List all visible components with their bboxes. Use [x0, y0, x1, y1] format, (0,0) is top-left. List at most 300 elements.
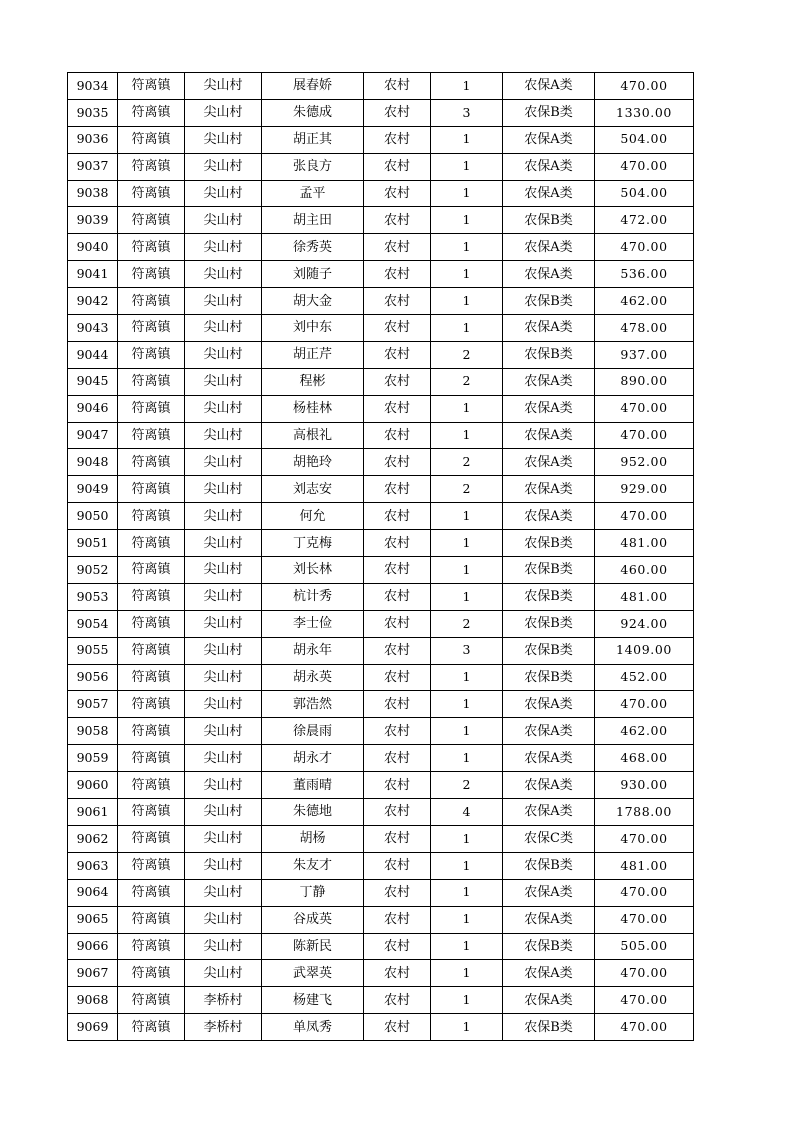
table-row	[68, 395, 694, 422]
town-name-cell: 符离镇	[118, 933, 185, 960]
table-row	[68, 664, 694, 691]
table-row	[68, 180, 694, 207]
record-id-cell: 9056	[68, 664, 118, 691]
person-name-cell: 徐秀英	[262, 234, 364, 261]
record-id-cell: 9065	[68, 906, 118, 933]
village-name-cell: 尖山村	[185, 503, 262, 530]
person-name-cell: 胡大金	[262, 288, 364, 315]
household-type-cell: 农村	[364, 234, 431, 261]
amount-cell: 930.00	[595, 772, 694, 799]
records-sheet	[67, 72, 694, 1041]
person-name-cell: 郭浩然	[262, 691, 364, 718]
member-count-cell: 1	[431, 180, 503, 207]
village-name-cell: 尖山村	[185, 718, 262, 745]
person-name-cell: 杨桂林	[262, 395, 364, 422]
member-count-cell: 2	[431, 476, 503, 503]
record-id-cell: 9045	[68, 368, 118, 395]
village-name-cell: 尖山村	[185, 664, 262, 691]
insurance-category-cell: 农保B类	[503, 341, 595, 368]
member-count-cell: 1	[431, 315, 503, 342]
person-name-cell: 展春娇	[262, 73, 364, 100]
amount-cell: 452.00	[595, 664, 694, 691]
insurance-category-cell: 农保A类	[503, 395, 595, 422]
household-type-cell: 农村	[364, 315, 431, 342]
person-name-cell: 胡正芹	[262, 341, 364, 368]
record-id-cell: 9062	[68, 825, 118, 852]
village-name-cell: 尖山村	[185, 449, 262, 476]
table-row	[68, 503, 694, 530]
household-type-cell: 农村	[364, 449, 431, 476]
table-row	[68, 153, 694, 180]
village-name-cell: 尖山村	[185, 261, 262, 288]
person-name-cell: 孟平	[262, 180, 364, 207]
record-id-cell: 9055	[68, 637, 118, 664]
record-id-cell: 9060	[68, 772, 118, 799]
table-row	[68, 906, 694, 933]
household-type-cell: 农村	[364, 207, 431, 234]
household-type-cell: 农村	[364, 583, 431, 610]
amount-cell: 504.00	[595, 180, 694, 207]
insurance-category-cell: 农保A类	[503, 261, 595, 288]
table-row	[68, 637, 694, 664]
record-id-cell: 9034	[68, 73, 118, 100]
amount-cell: 470.00	[595, 906, 694, 933]
record-id-cell: 9054	[68, 610, 118, 637]
insurance-category-cell: 农保B类	[503, 557, 595, 584]
insurance-category-cell: 农保A类	[503, 772, 595, 799]
village-name-cell: 尖山村	[185, 879, 262, 906]
member-count-cell: 1	[431, 153, 503, 180]
town-name-cell: 符离镇	[118, 422, 185, 449]
table-row	[68, 852, 694, 879]
insurance-category-cell: 农保A类	[503, 745, 595, 772]
household-type-cell: 农村	[364, 261, 431, 288]
record-id-cell: 9059	[68, 745, 118, 772]
person-name-cell: 何允	[262, 503, 364, 530]
member-count-cell: 1	[431, 745, 503, 772]
village-name-cell: 尖山村	[185, 126, 262, 153]
table-row	[68, 261, 694, 288]
amount-cell: 929.00	[595, 476, 694, 503]
amount-cell: 890.00	[595, 368, 694, 395]
town-name-cell: 符离镇	[118, 261, 185, 288]
amount-cell: 536.00	[595, 261, 694, 288]
table-row	[68, 745, 694, 772]
person-name-cell: 徐晨雨	[262, 718, 364, 745]
member-count-cell: 1	[431, 288, 503, 315]
village-name-cell: 尖山村	[185, 852, 262, 879]
table-row	[68, 449, 694, 476]
person-name-cell: 胡永年	[262, 637, 364, 664]
person-name-cell: 武翠英	[262, 960, 364, 987]
town-name-cell: 符离镇	[118, 745, 185, 772]
table-row	[68, 476, 694, 503]
member-count-cell: 1	[431, 557, 503, 584]
member-count-cell: 1	[431, 825, 503, 852]
member-count-cell: 4	[431, 799, 503, 826]
insurance-category-cell: 农保B类	[503, 207, 595, 234]
town-name-cell: 符离镇	[118, 691, 185, 718]
village-name-cell: 尖山村	[185, 476, 262, 503]
insurance-category-cell: 农保A类	[503, 691, 595, 718]
town-name-cell: 符离镇	[118, 315, 185, 342]
insurance-category-cell: 农保A类	[503, 879, 595, 906]
town-name-cell: 符离镇	[118, 207, 185, 234]
town-name-cell: 符离镇	[118, 234, 185, 261]
person-name-cell: 胡永才	[262, 745, 364, 772]
town-name-cell: 符离镇	[118, 1014, 185, 1041]
household-type-cell: 农村	[364, 852, 431, 879]
town-name-cell: 符离镇	[118, 637, 185, 664]
amount-cell: 924.00	[595, 610, 694, 637]
member-count-cell: 1	[431, 879, 503, 906]
table-row	[68, 288, 694, 315]
household-type-cell: 农村	[364, 395, 431, 422]
person-name-cell: 高根礼	[262, 422, 364, 449]
village-name-cell: 尖山村	[185, 341, 262, 368]
insurance-category-cell: 农保B类	[503, 583, 595, 610]
table-row	[68, 234, 694, 261]
amount-cell: 462.00	[595, 288, 694, 315]
amount-cell: 1788.00	[595, 799, 694, 826]
amount-cell: 1409.00	[595, 637, 694, 664]
person-name-cell: 刘志安	[262, 476, 364, 503]
household-type-cell: 农村	[364, 879, 431, 906]
household-type-cell: 农村	[364, 288, 431, 315]
insurance-category-cell: 农保B类	[503, 637, 595, 664]
person-name-cell: 杨建飞	[262, 987, 364, 1014]
town-name-cell: 符离镇	[118, 557, 185, 584]
amount-cell: 952.00	[595, 449, 694, 476]
village-name-cell: 尖山村	[185, 745, 262, 772]
table-row	[68, 1014, 694, 1041]
table-row	[68, 207, 694, 234]
person-name-cell: 朱德成	[262, 99, 364, 126]
town-name-cell: 符离镇	[118, 583, 185, 610]
amount-cell: 470.00	[595, 825, 694, 852]
town-name-cell: 符离镇	[118, 288, 185, 315]
village-name-cell: 尖山村	[185, 288, 262, 315]
table-row	[68, 99, 694, 126]
village-name-cell: 尖山村	[185, 933, 262, 960]
village-name-cell: 尖山村	[185, 960, 262, 987]
household-type-cell: 农村	[364, 368, 431, 395]
person-name-cell: 杭计秀	[262, 583, 364, 610]
town-name-cell: 符离镇	[118, 503, 185, 530]
record-id-cell: 9044	[68, 341, 118, 368]
town-name-cell: 符离镇	[118, 906, 185, 933]
insurance-category-cell: 农保A类	[503, 368, 595, 395]
member-count-cell: 1	[431, 530, 503, 557]
table-row	[68, 341, 694, 368]
person-name-cell: 胡主田	[262, 207, 364, 234]
member-count-cell: 1	[431, 126, 503, 153]
insurance-category-cell: 农保C类	[503, 825, 595, 852]
village-name-cell: 李桥村	[185, 1014, 262, 1041]
household-type-cell: 农村	[364, 637, 431, 664]
table-row	[68, 368, 694, 395]
table-row	[68, 530, 694, 557]
person-name-cell: 程彬	[262, 368, 364, 395]
person-name-cell: 董雨晴	[262, 772, 364, 799]
town-name-cell: 符离镇	[118, 799, 185, 826]
amount-cell: 470.00	[595, 73, 694, 100]
household-type-cell: 农村	[364, 960, 431, 987]
member-count-cell: 1	[431, 987, 503, 1014]
amount-cell: 504.00	[595, 126, 694, 153]
village-name-cell: 尖山村	[185, 583, 262, 610]
record-id-cell: 9035	[68, 99, 118, 126]
insurance-category-cell: 农保A类	[503, 476, 595, 503]
town-name-cell: 符离镇	[118, 449, 185, 476]
table-row	[68, 987, 694, 1014]
table-row	[68, 718, 694, 745]
member-count-cell: 2	[431, 449, 503, 476]
town-name-cell: 符离镇	[118, 825, 185, 852]
insurance-category-cell: 农保B类	[503, 664, 595, 691]
amount-cell: 472.00	[595, 207, 694, 234]
member-count-cell: 1	[431, 718, 503, 745]
village-name-cell: 尖山村	[185, 207, 262, 234]
village-name-cell: 尖山村	[185, 799, 262, 826]
person-name-cell: 刘中东	[262, 315, 364, 342]
amount-cell: 470.00	[595, 987, 694, 1014]
record-id-cell: 9036	[68, 126, 118, 153]
amount-cell: 470.00	[595, 422, 694, 449]
table-row	[68, 960, 694, 987]
amount-cell: 481.00	[595, 852, 694, 879]
village-name-cell: 尖山村	[185, 772, 262, 799]
person-name-cell: 丁静	[262, 879, 364, 906]
town-name-cell: 符离镇	[118, 395, 185, 422]
amount-cell: 481.00	[595, 530, 694, 557]
town-name-cell: 符离镇	[118, 368, 185, 395]
town-name-cell: 符离镇	[118, 852, 185, 879]
record-id-cell: 9037	[68, 153, 118, 180]
member-count-cell: 1	[431, 261, 503, 288]
household-type-cell: 农村	[364, 476, 431, 503]
person-name-cell: 胡永英	[262, 664, 364, 691]
member-count-cell: 2	[431, 610, 503, 637]
village-name-cell: 尖山村	[185, 99, 262, 126]
record-id-cell: 9063	[68, 852, 118, 879]
table-row	[68, 315, 694, 342]
table-row	[68, 879, 694, 906]
amount-cell: 470.00	[595, 234, 694, 261]
record-id-cell: 9038	[68, 180, 118, 207]
record-id-cell: 9050	[68, 503, 118, 530]
record-id-cell: 9067	[68, 960, 118, 987]
village-name-cell: 尖山村	[185, 610, 262, 637]
member-count-cell: 2	[431, 772, 503, 799]
person-name-cell: 陈新民	[262, 933, 364, 960]
member-count-cell: 2	[431, 341, 503, 368]
village-name-cell: 尖山村	[185, 315, 262, 342]
village-name-cell: 尖山村	[185, 73, 262, 100]
record-id-cell: 9046	[68, 395, 118, 422]
village-name-cell: 尖山村	[185, 180, 262, 207]
person-name-cell: 李士俭	[262, 610, 364, 637]
insurance-category-cell: 农保A类	[503, 906, 595, 933]
records-table	[67, 72, 694, 1041]
person-name-cell: 胡艳玲	[262, 449, 364, 476]
insurance-category-cell: 农保A类	[503, 234, 595, 261]
table-row	[68, 557, 694, 584]
record-id-cell: 9039	[68, 207, 118, 234]
table-row	[68, 933, 694, 960]
member-count-cell: 1	[431, 852, 503, 879]
amount-cell: 470.00	[595, 960, 694, 987]
amount-cell: 462.00	[595, 718, 694, 745]
record-id-cell: 9064	[68, 879, 118, 906]
records-table-body	[68, 73, 694, 1041]
amount-cell: 481.00	[595, 583, 694, 610]
household-type-cell: 农村	[364, 664, 431, 691]
household-type-cell: 农村	[364, 718, 431, 745]
member-count-cell: 1	[431, 422, 503, 449]
village-name-cell: 尖山村	[185, 422, 262, 449]
insurance-category-cell: 农保A类	[503, 449, 595, 476]
amount-cell: 478.00	[595, 315, 694, 342]
insurance-category-cell: 农保A类	[503, 422, 595, 449]
village-name-cell: 尖山村	[185, 637, 262, 664]
member-count-cell: 1	[431, 73, 503, 100]
member-count-cell: 2	[431, 368, 503, 395]
household-type-cell: 农村	[364, 825, 431, 852]
table-row	[68, 610, 694, 637]
amount-cell: 468.00	[595, 745, 694, 772]
record-id-cell: 9051	[68, 530, 118, 557]
town-name-cell: 符离镇	[118, 73, 185, 100]
record-id-cell: 9047	[68, 422, 118, 449]
table-row	[68, 73, 694, 100]
person-name-cell: 丁克梅	[262, 530, 364, 557]
insurance-category-cell: 农保B类	[503, 288, 595, 315]
household-type-cell: 农村	[364, 73, 431, 100]
household-type-cell: 农村	[364, 772, 431, 799]
town-name-cell: 符离镇	[118, 153, 185, 180]
record-id-cell: 9043	[68, 315, 118, 342]
member-count-cell: 1	[431, 691, 503, 718]
insurance-category-cell: 农保B类	[503, 933, 595, 960]
village-name-cell: 李桥村	[185, 987, 262, 1014]
insurance-category-cell: 农保A类	[503, 799, 595, 826]
record-id-cell: 9061	[68, 799, 118, 826]
record-id-cell: 9069	[68, 1014, 118, 1041]
record-id-cell: 9058	[68, 718, 118, 745]
record-id-cell: 9057	[68, 691, 118, 718]
town-name-cell: 符离镇	[118, 718, 185, 745]
village-name-cell: 尖山村	[185, 395, 262, 422]
member-count-cell: 1	[431, 933, 503, 960]
insurance-category-cell: 农保B类	[503, 610, 595, 637]
household-type-cell: 农村	[364, 153, 431, 180]
insurance-category-cell: 农保A类	[503, 153, 595, 180]
household-type-cell: 农村	[364, 422, 431, 449]
person-name-cell: 刘长林	[262, 557, 364, 584]
table-row	[68, 583, 694, 610]
record-id-cell: 9042	[68, 288, 118, 315]
record-id-cell: 9049	[68, 476, 118, 503]
insurance-category-cell: 农保B类	[503, 1014, 595, 1041]
person-name-cell: 刘随子	[262, 261, 364, 288]
town-name-cell: 符离镇	[118, 610, 185, 637]
member-count-cell: 1	[431, 664, 503, 691]
record-id-cell: 9041	[68, 261, 118, 288]
town-name-cell: 符离镇	[118, 341, 185, 368]
village-name-cell: 尖山村	[185, 368, 262, 395]
table-row	[68, 825, 694, 852]
table-row	[68, 691, 694, 718]
household-type-cell: 农村	[364, 610, 431, 637]
amount-cell: 470.00	[595, 153, 694, 180]
village-name-cell: 尖山村	[185, 906, 262, 933]
member-count-cell: 1	[431, 960, 503, 987]
amount-cell: 470.00	[595, 1014, 694, 1041]
member-count-cell: 1	[431, 234, 503, 261]
amount-cell: 460.00	[595, 557, 694, 584]
person-name-cell: 单凤秀	[262, 1014, 364, 1041]
town-name-cell: 符离镇	[118, 772, 185, 799]
member-count-cell: 1	[431, 207, 503, 234]
amount-cell: 470.00	[595, 503, 694, 530]
member-count-cell: 1	[431, 906, 503, 933]
person-name-cell: 张良方	[262, 153, 364, 180]
household-type-cell: 农村	[364, 530, 431, 557]
amount-cell: 470.00	[595, 691, 694, 718]
village-name-cell: 尖山村	[185, 825, 262, 852]
amount-cell: 937.00	[595, 341, 694, 368]
insurance-category-cell: 农保A类	[503, 718, 595, 745]
person-name-cell: 胡杨	[262, 825, 364, 852]
insurance-category-cell: 农保A类	[503, 987, 595, 1014]
household-type-cell: 农村	[364, 126, 431, 153]
person-name-cell: 朱友才	[262, 852, 364, 879]
household-type-cell: 农村	[364, 799, 431, 826]
person-name-cell: 胡正其	[262, 126, 364, 153]
household-type-cell: 农村	[364, 745, 431, 772]
member-count-cell: 3	[431, 99, 503, 126]
record-id-cell: 9048	[68, 449, 118, 476]
household-type-cell: 农村	[364, 557, 431, 584]
village-name-cell: 尖山村	[185, 234, 262, 261]
insurance-category-cell: 农保A类	[503, 315, 595, 342]
person-name-cell: 朱德地	[262, 799, 364, 826]
record-id-cell: 9052	[68, 557, 118, 584]
insurance-category-cell: 农保A类	[503, 960, 595, 987]
amount-cell: 470.00	[595, 395, 694, 422]
amount-cell: 505.00	[595, 933, 694, 960]
member-count-cell: 1	[431, 395, 503, 422]
town-name-cell: 符离镇	[118, 879, 185, 906]
record-id-cell: 9066	[68, 933, 118, 960]
town-name-cell: 符离镇	[118, 99, 185, 126]
record-id-cell: 9068	[68, 987, 118, 1014]
household-type-cell: 农村	[364, 99, 431, 126]
insurance-category-cell: 农保A类	[503, 126, 595, 153]
table-row	[68, 422, 694, 449]
household-type-cell: 农村	[364, 987, 431, 1014]
insurance-category-cell: 农保B类	[503, 530, 595, 557]
town-name-cell: 符离镇	[118, 530, 185, 557]
town-name-cell: 符离镇	[118, 987, 185, 1014]
town-name-cell: 符离镇	[118, 960, 185, 987]
insurance-category-cell: 农保B类	[503, 99, 595, 126]
amount-cell: 1330.00	[595, 99, 694, 126]
household-type-cell: 农村	[364, 1014, 431, 1041]
household-type-cell: 农村	[364, 691, 431, 718]
village-name-cell: 尖山村	[185, 691, 262, 718]
